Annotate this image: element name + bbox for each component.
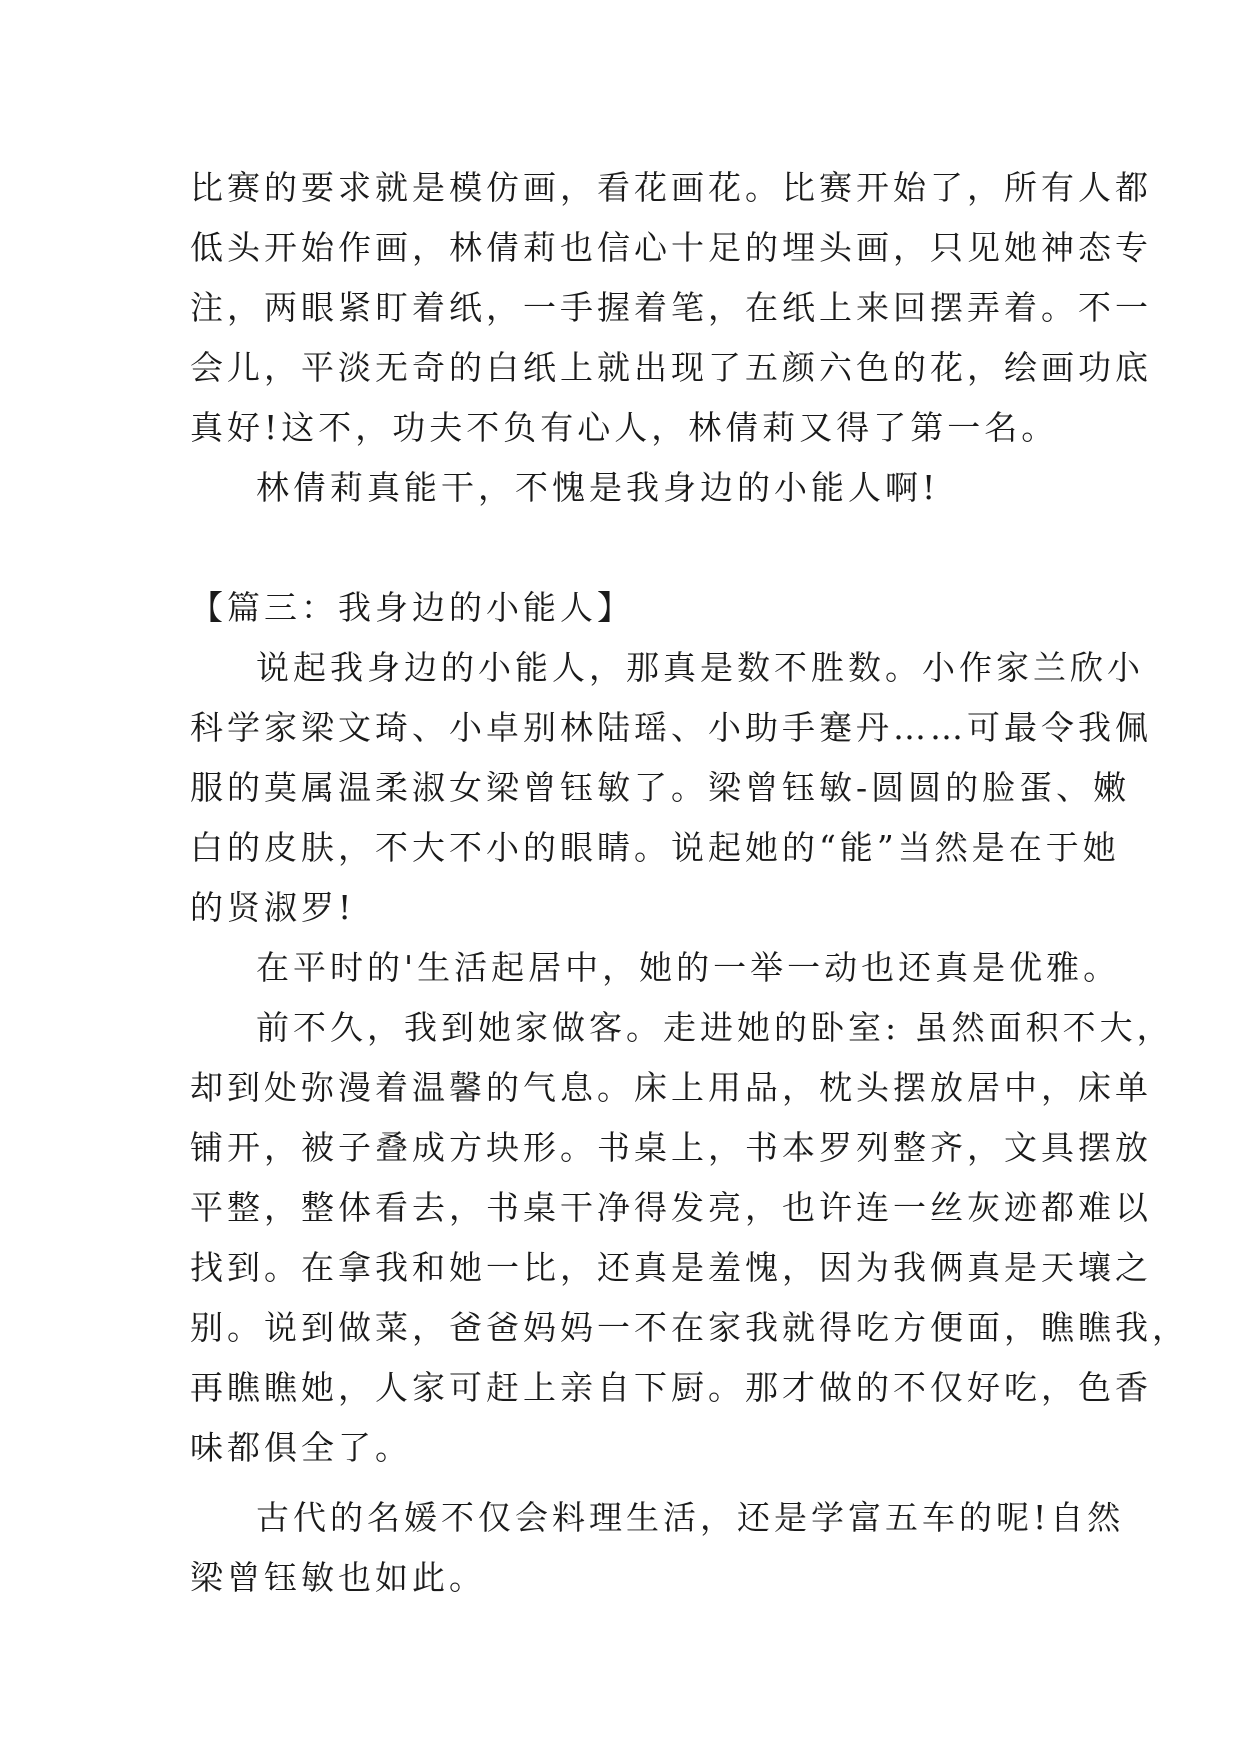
text-line: 真好!这不，功夫不负有心人，林倩莉又得了第一名。 [190, 408, 1059, 447]
text-line: 梁曾钰敏也如此。 [190, 1558, 486, 1597]
text-line: 比赛的要求就是模仿画，看花画花。比赛开始了，所有人都 [190, 168, 1152, 207]
paragraph-start-line: 林倩莉真能干，不愧是我身边的小能人啊! [256, 468, 940, 507]
text-line: 注，两眼紧盯着纸，一手握着笔，在纸上来回摆弄着。不一 [190, 288, 1152, 327]
text-line: 科学家梁文琦、小卓别林陆瑶、小助手蹇丹……可最令我佩 [190, 708, 1152, 747]
text-line: 白的皮肤，不大不小的眼睛。说起她的“能”当然是在于她 [190, 828, 1120, 867]
text-line: 会儿，平淡无奇的白纸上就出现了五颜六色的花，绘画功底 [190, 348, 1152, 387]
text-line: 低头开始作画，林倩莉也信心十足的埋头画，只见她神态专 [190, 228, 1152, 267]
text-line: 服的莫属温柔淑女梁曾钰敏了。梁曾钰敏-圆圆的脸蛋、嫩 [190, 768, 1131, 807]
text-line: 再瞧瞧她，人家可赶上亲自下厨。那才做的不仅好吃，色香 [190, 1368, 1152, 1407]
text-line: 别。说到做菜，爸爸妈妈一不在家我就得吃方便面，瞧瞧我， [190, 1308, 1189, 1347]
text-line: 味都俱全了。 [190, 1428, 412, 1467]
text-line: 铺开，被子叠成方块形。书桌上，书本罗列整齐，文具摆放 [190, 1128, 1152, 1167]
paragraph-start-line: 前不久，我到她家做客。走进她的卧室: 虽然面积不大， [256, 1008, 1174, 1047]
paragraph-start-line: 说起我身边的小能人，那真是数不胜数。小作家兰欣小 [256, 648, 1144, 687]
paragraph-start-line: 在平时的'生活起居中，她的一举一动也还真是优雅。 [256, 948, 1121, 987]
paragraph-start-line: 古代的名媛不仅会料理生活，还是学富五车的呢!自然 [256, 1498, 1125, 1537]
section-heading: 【篇三：我身边的小能人】 [190, 588, 634, 627]
text-line: 的贤淑罗! [190, 888, 356, 927]
text-line: 平整，整体看去，书桌干净得发亮，也许连一丝灰迹都难以 [190, 1188, 1152, 1227]
text-line: 找到。在拿我和她一比，还真是羞愧，因为我俩真是天壤之 [190, 1248, 1152, 1287]
text-line: 却到处弥漫着温馨的气息。床上用品，枕头摆放居中，床单 [190, 1068, 1152, 1107]
